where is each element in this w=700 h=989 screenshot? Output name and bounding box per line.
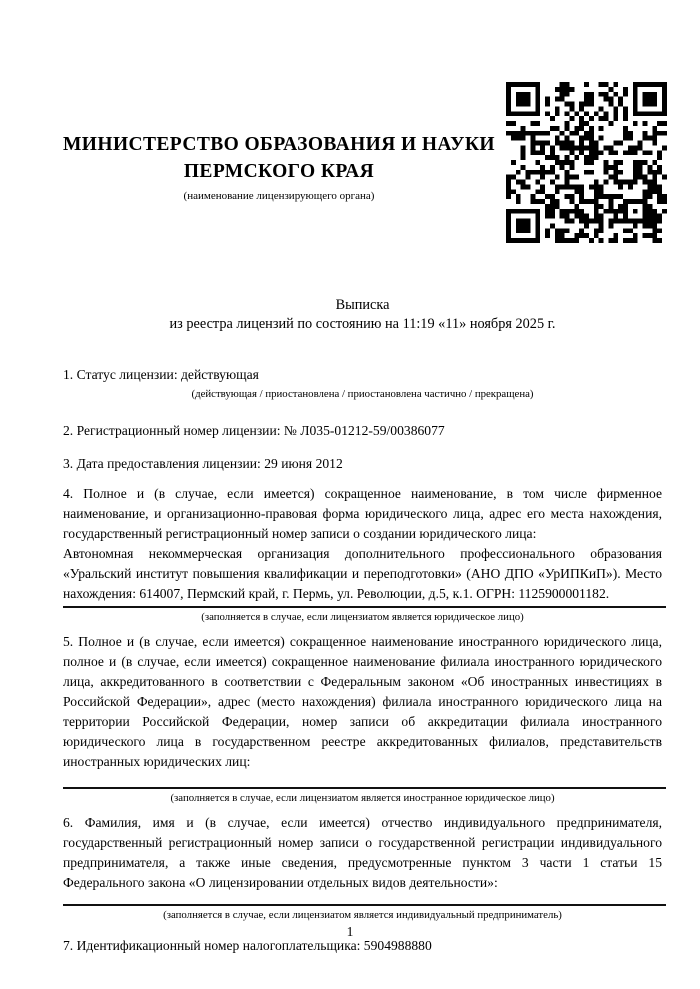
item-3-grant-date: 3. Дата предоставления лицензии: 29 июня 2012 — [63, 456, 343, 471]
document-title — [63, 296, 662, 334]
item-1-license-status: 1. Статус лицензии: действующая — [63, 367, 259, 382]
item-5-fill-line — [63, 787, 666, 789]
document-title-line2: из реестра лицензий по состоянию на 11:19 «11» ноября 2025 г. — [169, 316, 556, 332]
item-1-caption: (действующая / приостановлена / приостановлена частично / прекращена) — [191, 388, 534, 400]
item-2-registration-number: 2. Регистрационный номер лицензии: № Л035-01212-59/00386077 — [63, 423, 445, 438]
item-6-caption: (заполняется в случае, если лицензиатом является индивидуальный предприниматель) — [163, 909, 562, 921]
document-title-line1: Выписка — [335, 297, 390, 313]
qr-code — [505, 82, 668, 243]
ministry-name-line1: МИНИСТЕРСТВО ОБРАЗОВАНИЯ И НАУКИ — [63, 134, 495, 155]
item-4-legal-entity-value: Автономная некоммерческая организация дополнительного профессионального образования «Уральский институт повышения квалификации и переподготовки» (АНО ДПО «УрИПКиП»). Место нахождения: 614007, Пермский край, г. Пермь, ул. Революции, д.5, к.1. ОГРН: 1125900001182. — [63, 546, 662, 601]
item-5-caption: (заполняется в случае, если лицензиатом является иностранное юридическое лицо) — [170, 792, 555, 804]
item-6-entrepreneur-label: 6. Фамилия, имя и (в случае, если имеется) отчество индивидуального предпринимателя, государственный регистрационный номер записи о государственной регистрации индивидуального предпринимателя, а также иные сведения, предусмотренные пунктом 3 части 1 статьи 15 Федерального закона «О лицензировании отдельных видов деятельности»: — [63, 815, 662, 890]
ministry-name-line2: ПЕРМСКОГО КРАЯ — [183, 161, 375, 182]
document-body — [63, 296, 662, 956]
item-6-fill-line — [63, 904, 666, 906]
page-number: 1 — [346, 924, 354, 939]
item-7-taxpayer-number: 7. Идентификационный номер налогоплательщика: 5904988880 — [63, 938, 432, 953]
licensing-authority-header — [62, 131, 496, 203]
licensing-authority-caption: (наименование лицензирующего органа) — [183, 190, 375, 202]
item-4-caption: (заполняется в случае, если лицензиатом является юридическое лицо) — [201, 611, 524, 623]
item-5-foreign-entity-label: 5. Полное и (в случае, если имеется) сокращенное наименование иностранного юридического лица, полное и (в случае, если имеется) сокращенное наименование филиала иностранного юридического лица, аккредитованного в соответствии с Федеральным законом «Об иностранных инвестициях в Российской Федерации», адрес (место нахождения) филиала иностранного юридического лица на территории Российской Федерации, номер записи об аккредитации филиала иностранного юридического лица в государственном реестре аккредитованных филиалов, представительств иностранных юридических лиц: — [63, 634, 662, 769]
item-4-legal-entity-label: 4. Полное и (в случае, если имеется) сокращенное наименование, в том числе фирменное наименование, и организационно-правовая форма юридического лица, адрес его места нахождения, государственный регистрационный номер записи о создании юридического лица: — [63, 486, 662, 541]
item-4-fill-line — [63, 606, 666, 608]
